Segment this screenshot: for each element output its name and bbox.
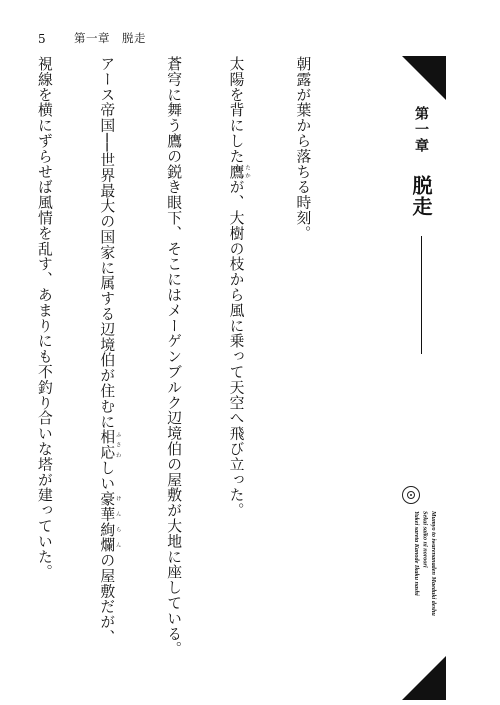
series-title xyxy=(392,511,437,671)
text-line: アース帝国──世界最大の国家に属する辺境伯が住むに相応 ふさわしい豪華絢爛 けんらんの屋敷だが、 xyxy=(98,56,121,645)
text-line: 視線を横にずらせば風情を乱す、あまりにも不釣り合いな塔が建っていた。 xyxy=(35,56,53,580)
text-line: 蒼穹に舞う鷹の鋭き眼下、そこにはメーゲンブルク辺境伯の屋敷が大地に座している。 xyxy=(165,56,183,657)
chapter-sidebar xyxy=(378,56,458,696)
series-title-line: Yukei sareta Kanode Ikaku nashi xyxy=(413,511,420,596)
text-line: 朝露が葉から落ちる時刻。 xyxy=(294,56,312,241)
running-header: 第一章 脱走 xyxy=(74,31,146,45)
chapter-name: 脱走 xyxy=(409,175,433,218)
series-title-line: Sekai saiko ni noroori xyxy=(421,511,429,568)
chapter-title xyxy=(410,106,436,396)
ruby-annotation: 相応 ふさわ xyxy=(98,429,121,461)
chapter-label: 第一章 xyxy=(413,106,429,154)
corner-triangle-top-icon xyxy=(402,56,446,100)
chapter-rule xyxy=(421,236,422,354)
text-line: 太陽を背にした鷹 たかが、大樹の枝から風に乗って天空へ飛び立った。 xyxy=(227,56,251,519)
ruby-annotation: 鷹 たか xyxy=(227,163,251,180)
corner-triangle-bottom-icon xyxy=(402,656,446,700)
ruby-annotation: 豪華絢爛 けんらん xyxy=(98,490,121,553)
page-number: 5 xyxy=(38,32,46,46)
circle-emblem-icon xyxy=(402,486,420,504)
series-title-line: Mumyo to iwarenanaden Maeduki deshu xyxy=(430,511,437,616)
novel-body-text xyxy=(35,56,354,676)
